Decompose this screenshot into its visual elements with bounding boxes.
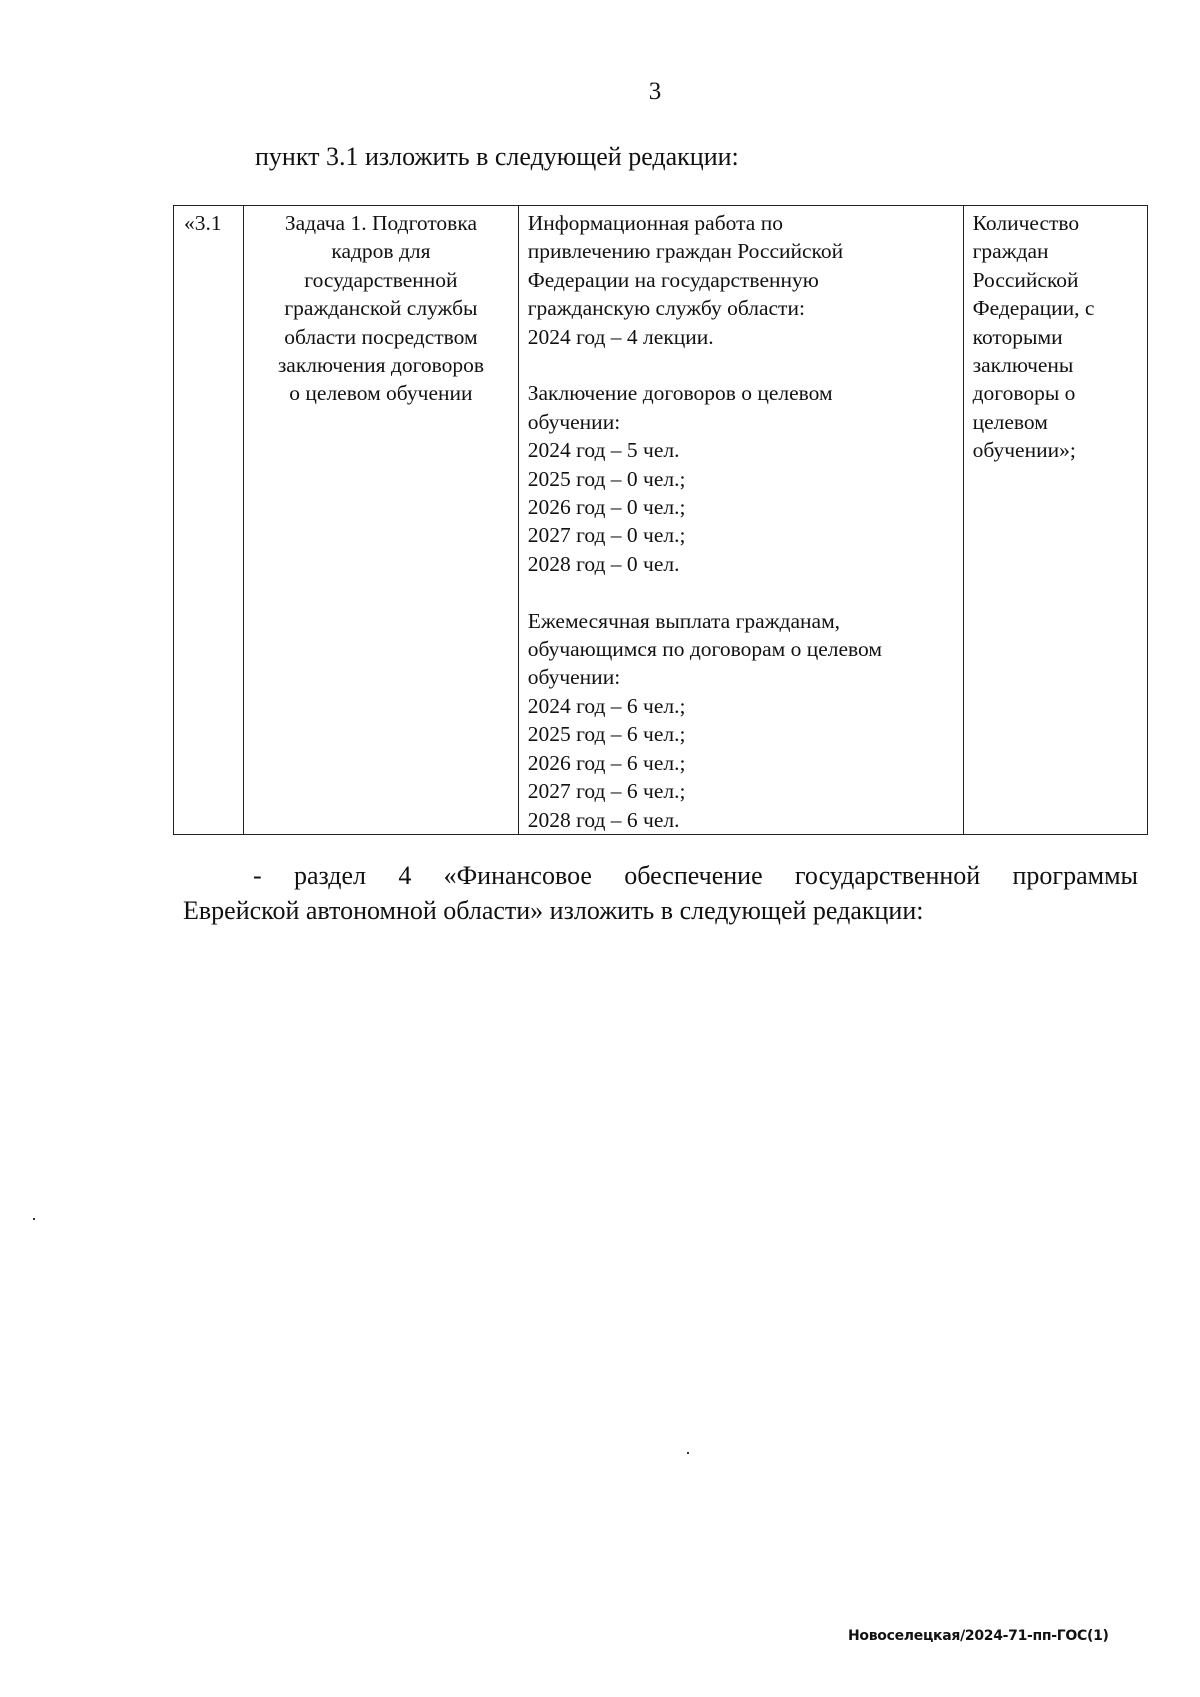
- task-line: заключения договоров: [277, 353, 485, 378]
- intro-text: пункт 3.1 изложить в следующей редакции:: [255, 142, 739, 171]
- activity-line: 2025 год – 0 чел.;: [527, 466, 686, 491]
- activity-line: 2028 год – 6 чел.: [527, 807, 680, 832]
- activity-line: 2024 год – 4 лекции.: [527, 324, 714, 349]
- indicator-cell: [963, 206, 1147, 835]
- activity-line: 2024 год – 6 чел.;: [527, 693, 686, 718]
- activity-line: Ежемесячная выплата гражданам,: [527, 608, 841, 633]
- activity-line: обучающимся по договорам о целевом: [527, 637, 882, 662]
- activity-line: Заключение договоров о целевом: [527, 381, 833, 406]
- paragraph-line: Еврейской автономной области» изложить в следующей редакции:: [183, 896, 924, 925]
- task-line: государственной: [304, 267, 458, 292]
- task-line: области посредством: [284, 324, 478, 349]
- table-row: [174, 206, 1148, 835]
- activity-line: [528, 351, 954, 379]
- task-line: о целевом обучении: [289, 381, 473, 406]
- page-number: 3: [648, 78, 662, 105]
- activity-line: 2025 год – 6 чел.;: [527, 722, 686, 747]
- task-cell: [244, 206, 519, 835]
- task-line: гражданской службы: [284, 296, 478, 321]
- scan-speck: [687, 1452, 689, 1454]
- activity-line: привлечению граждан Российской: [527, 239, 844, 264]
- indicator-line: обучении»;: [972, 438, 1076, 463]
- task-line: Задача 1. Подготовка: [284, 211, 478, 235]
- indicator-line: заключены: [972, 353, 1074, 378]
- task-line: кадров для: [331, 239, 431, 264]
- activity-line: обучении:: [527, 665, 621, 690]
- activity-line: Информационная работа по: [527, 211, 783, 235]
- indicator-line: которыми: [972, 324, 1063, 349]
- indicator-line: целевом: [972, 409, 1048, 434]
- activity-line: гражданскую службу области:: [527, 296, 805, 321]
- activity-line: 2026 год – 0 чел.;: [527, 495, 686, 520]
- activity-line: 2028 год – 0 чел.: [527, 551, 680, 576]
- activity-line: 2024 год – 5 чел.: [527, 438, 680, 463]
- indicator-line: граждан: [972, 239, 1049, 264]
- indicator-line: договоры о: [972, 381, 1076, 406]
- activity-line: Федерации на государственную: [527, 267, 819, 292]
- indicator-line: Количество: [972, 211, 1080, 235]
- amendment-paragraph: [183, 858, 1138, 928]
- scan-speck: [33, 1218, 35, 1220]
- indicator-line: Федерации, с: [972, 296, 1095, 321]
- activity-line: 2027 год – 6 чел.;: [527, 779, 686, 804]
- amendment-table: [173, 205, 1148, 835]
- activity-line: 2027 год – 0 чел.;: [527, 523, 686, 548]
- row-number-cell: «3.1: [174, 206, 244, 835]
- indicator-line: Российской: [972, 267, 1079, 292]
- activity-line: [528, 578, 954, 606]
- paragraph-line: - раздел 4 «Финансовое обеспечение государственной программы: [253, 861, 1138, 890]
- activity-line: обучении:: [527, 409, 621, 434]
- activity-cell: [518, 206, 963, 835]
- document-footer-code: Новоселецкая/2024-71-пп-ГОС(1): [848, 1628, 1109, 1644]
- activity-line: 2026 год – 6 чел.;: [527, 750, 686, 775]
